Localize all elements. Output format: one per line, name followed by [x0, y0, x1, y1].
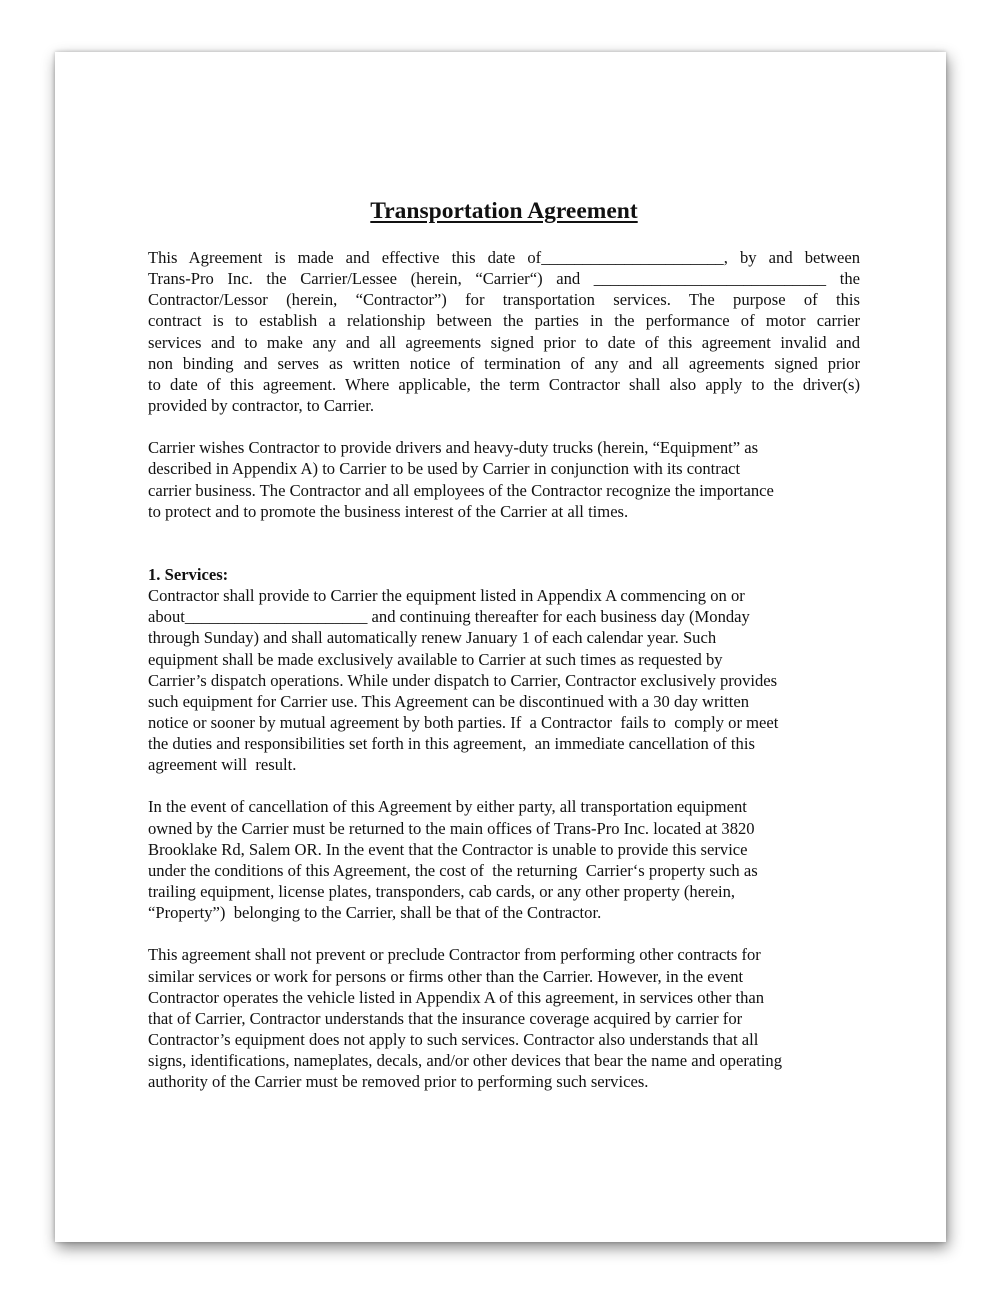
- text-line: Contractor shall provide to Carrier the equipment listed in Appendix A commencing on or: [148, 586, 745, 606]
- text-line: services and to make any and all agreements signed prior to date of this agreement invalid and: [148, 332, 860, 352]
- intro-paragraph: [148, 247, 860, 416]
- text-line: that of Carrier, Contractor understands that the insurance coverage acquired by carrier for: [148, 1008, 743, 1028]
- text-line: contract is to establish a relationship between the parties in the performance of motor carrier: [148, 311, 860, 331]
- text-line: owned by the Carrier must be returned to the main offices of Trans-Pro Inc. located at 3820: [148, 818, 755, 838]
- text-line: such equipment for Carrier use. This Agreement can be discontinued with a 30 day written: [148, 691, 750, 711]
- text-line: about______________________ and continuing thereafter for each business day (Monday: [148, 607, 750, 627]
- text-line: described in Appendix A) to Carrier to be used by Carrier in conjunction with its contract: [148, 459, 741, 479]
- services-heading: 1. Services:: [148, 564, 229, 584]
- text-line: “Property”) belonging to the Carrier, shall be that of the Contractor.: [148, 903, 602, 923]
- text-line: non binding and serves as written notice of termination of any and all agreements signed prior: [148, 353, 860, 373]
- services-paragraph-3: [148, 944, 860, 1092]
- text-line: Trans-Pro Inc. the Carrier/Lessee (herein, “Carrier“) and ____________________________ the: [148, 269, 860, 289]
- text-line: Carrier’s dispatch operations. While under dispatch to Carrier, Contractor exclusively provides: [148, 670, 778, 690]
- services-paragraph-2: [148, 796, 860, 923]
- text-line: signs, identifications, nameplates, decals, and/or other devices that bear the name and operating: [148, 1051, 783, 1071]
- document-title: Transportation Agreement: [370, 198, 638, 224]
- text-line: similar services or work for persons or firms other than the Carrier. However, in the event: [148, 966, 744, 986]
- text-line: to date of this agreement. Where applicable, the term Contractor shall also apply to the driver(s): [148, 374, 860, 394]
- text-line: the duties and responsibilities set forth in this agreement, an immediate cancellation of this: [148, 734, 755, 754]
- text-line: under the conditions of this Agreement, the cost of the returning Carrier‘s property such as: [148, 860, 758, 880]
- text-line: carrier business. The Contractor and all employees of the Contractor recognize the importance: [148, 480, 774, 500]
- text-line: In the event of cancellation of this Agreement by either party, all transportation equipment: [148, 797, 747, 817]
- services-paragraph-1: [148, 585, 860, 775]
- text-line: to protect and to promote the business interest of the Carrier at all times.: [148, 501, 629, 521]
- text-line: equipment shall be made exclusively available to Carrier at such times as requested by: [148, 649, 723, 669]
- document-page: [55, 52, 946, 1242]
- purpose-paragraph: [148, 437, 860, 522]
- text-line: This Agreement is made and effective this date of______________________, by and between: [148, 248, 860, 267]
- text-line: notice or sooner by mutual agreement by both parties. If a Contractor fails to comply or meet: [148, 712, 779, 732]
- text-line: provided by contractor, to Carrier.: [148, 396, 375, 416]
- text-line: authority of the Carrier must be removed prior to performing such services.: [148, 1072, 649, 1092]
- text-line: Contractor/Lessor (herein, “Contractor”) for transportation services. The purpose of this: [148, 290, 860, 310]
- text-line: Brooklake Rd, Salem OR. In the event that the Contractor is unable to provide this service: [148, 839, 748, 859]
- text-line: Carrier wishes Contractor to provide drivers and heavy-duty trucks (herein, “Equipment” as: [148, 438, 759, 458]
- text-line: Contractor’s equipment does not apply to such services. Contractor also understands that all: [148, 1030, 759, 1049]
- text-line: This agreement shall not prevent or preclude Contractor from performing other contracts for: [148, 945, 761, 965]
- text-line: Contractor operates the vehicle listed in Appendix A of this agreement, in services other than: [148, 987, 765, 1007]
- text-line: agreement will result.: [148, 755, 297, 775]
- text-line: through Sunday) and shall automatically renew January 1 of each calendar year. Such: [148, 628, 717, 648]
- document-content: [148, 197, 860, 1092]
- text-line: trailing equipment, license plates, transponders, cab cards, or any other property (herein,: [148, 882, 736, 902]
